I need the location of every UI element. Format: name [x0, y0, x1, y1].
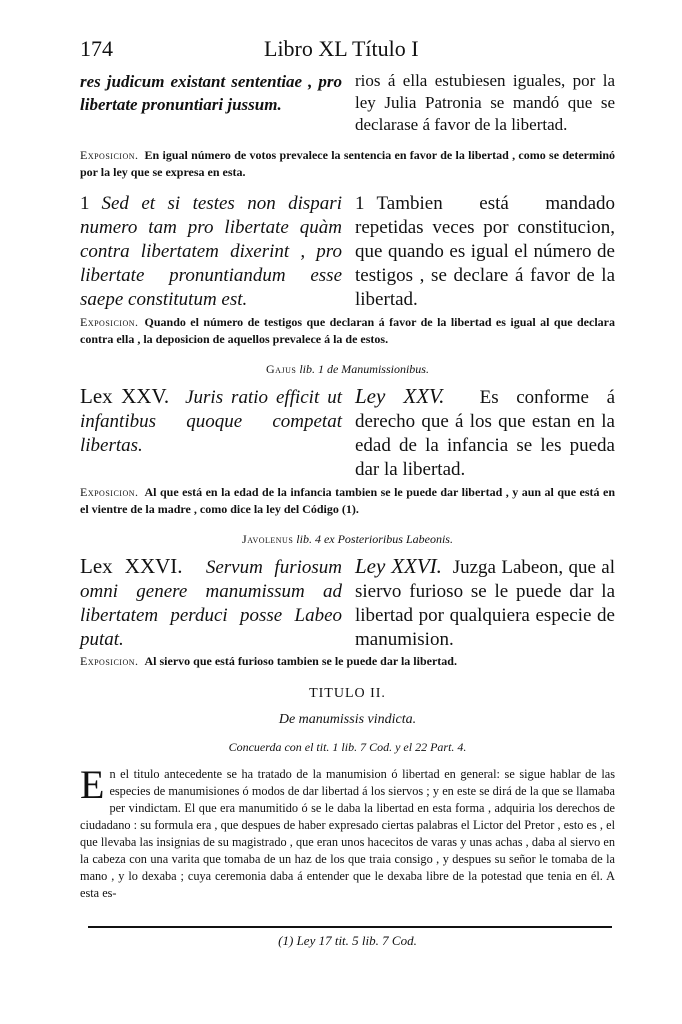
- spanish-body: Tambien está mandado repetidas veces por constitucion, que quando es igual el número de testigos , se declare á favor de la libertad.: [355, 193, 615, 310]
- page-number: 174: [80, 36, 113, 61]
- exposition-text: Al siervo que está furioso tambien se le puede dar la libertad.: [144, 654, 457, 668]
- latin-text: [80, 192, 342, 312]
- spanish-body: Es conforme á derecho que á los que estan en la edad de la infancia se les pueda dar la libertad.: [355, 387, 616, 480]
- body-paragraph: [80, 762, 615, 902]
- law-paragraph-1: [80, 192, 615, 310]
- exposition-label: Exposicion.: [80, 485, 139, 499]
- source-author: Javolenus: [242, 532, 294, 546]
- title-subtitle: De manumissis vindicta.: [278, 712, 417, 727]
- law-xxv: [80, 384, 615, 480]
- exposition-4: [80, 653, 615, 670]
- source-citation-2: [80, 532, 615, 547]
- exposition-text: En igual número de votos prevalece la sentencia en favor de la libertad , como se determinó por la ley que se expresa en esta.: [80, 148, 615, 179]
- source-citation-1: [80, 362, 615, 377]
- drop-cap: E: [80, 762, 105, 807]
- latin-text: res judicum existant sententiae , pro libertate pronuntiari jussum.: [80, 72, 342, 114]
- exposition-1: [80, 147, 615, 181]
- latin-text: [80, 384, 342, 458]
- lex-number: Lex XXVI.: [80, 554, 183, 578]
- exposition-text: Al que está en la edad de la infancia tambien se le puede dar libertad , y aun al que está en el vientre de la madre , como dice la ley del Código (1).: [80, 485, 615, 516]
- spanish-body: Juzga Labeon, que al siervo furioso se le puede dar la libertad por qualquiera especie de manumision.: [355, 557, 616, 650]
- law-xxvi: [80, 554, 615, 650]
- running-title: Libro XL Título I: [264, 36, 419, 61]
- exposition-label: Exposicion.: [80, 148, 139, 162]
- title-heading: TITULO II.: [309, 686, 386, 701]
- lex-number: Lex XXV.: [80, 384, 170, 408]
- body-text: n el titulo antecedente se ha tratado de la manumision ó libertad en general: se sigue hablar de las especies de manumisiones ó modos de dar libertad á los siervos ; y en este se dirá de la que se llamaba per vindictam. El que era manumitido ó se le daba la libertad en esta forma , adquiria los derechos de ciudadano : su formula era , que despues de haber expresado ciertas palabras el Lictor del Pretor , esto es , el que llevaba las insignias de su magistrado , que eran unos hacecitos de varas y unas achas , daba al siervo en la cabeza con una varita que tomaba de un haz de los que traia consigo , y despues su señor le tomaba de la mano , y lo dexaba ; cuya ceremonia daba á entender que le dexaba libre de la potestad que tenia en él. A esta es-: [80, 767, 615, 900]
- exposition-label: Exposicion.: [80, 315, 139, 329]
- spanish-text: [355, 384, 615, 482]
- spanish-text: [355, 554, 615, 652]
- footnote: (1) Ley 17 tit. 5 lib. 7 Cod.: [278, 933, 417, 948]
- source-ref: lib. 4 ex Posterioribus Labeonis.: [296, 532, 453, 546]
- spanish-text: [355, 192, 615, 312]
- spanish-text: rios á ella estubiesen iguales, por la ley Julia Patronia se mandó que se declarase á favor de la libertad.: [355, 71, 615, 134]
- paragraph-number: 1: [355, 193, 365, 214]
- law-fragment-continuation: [80, 70, 615, 142]
- source-author: Gajus: [266, 362, 297, 376]
- concordance-line: Concuerda con el tit. 1 lib. 7 Cod. y el 22 Part. 4.: [228, 740, 467, 754]
- source-ref: lib. 1 de Manumissionibus.: [299, 362, 429, 376]
- latin-text: [80, 554, 342, 652]
- latin-body: Servum furiosum omni genere manumissum ad libertatem perduci posse Labeo putat.: [80, 557, 342, 650]
- latin-body: Juris ratio efficit ut infantibus quoque competat libertas.: [80, 387, 342, 456]
- ley-number: Ley XXV.: [355, 384, 445, 408]
- exposition-3: [80, 484, 615, 518]
- page-header: [80, 36, 610, 66]
- exposition-label: Exposicion.: [80, 654, 139, 668]
- paragraph-number: 1: [80, 193, 90, 214]
- latin-body: Sed et si testes non dispari numero tam pro libertate quàm contra libertatem dixerint , pro libertate pronuntiandum esse saepe constitutum est.: [80, 193, 342, 310]
- exposition-text: Quando el número de testigos que declaran á favor de la libertad es igual al que declara contra ella , la deposicion de aquellos prevalece á la de estos.: [80, 315, 615, 346]
- exposition-2: [80, 314, 615, 348]
- footnote-rule: [88, 926, 612, 928]
- ley-number: Ley XXVI.: [355, 554, 442, 578]
